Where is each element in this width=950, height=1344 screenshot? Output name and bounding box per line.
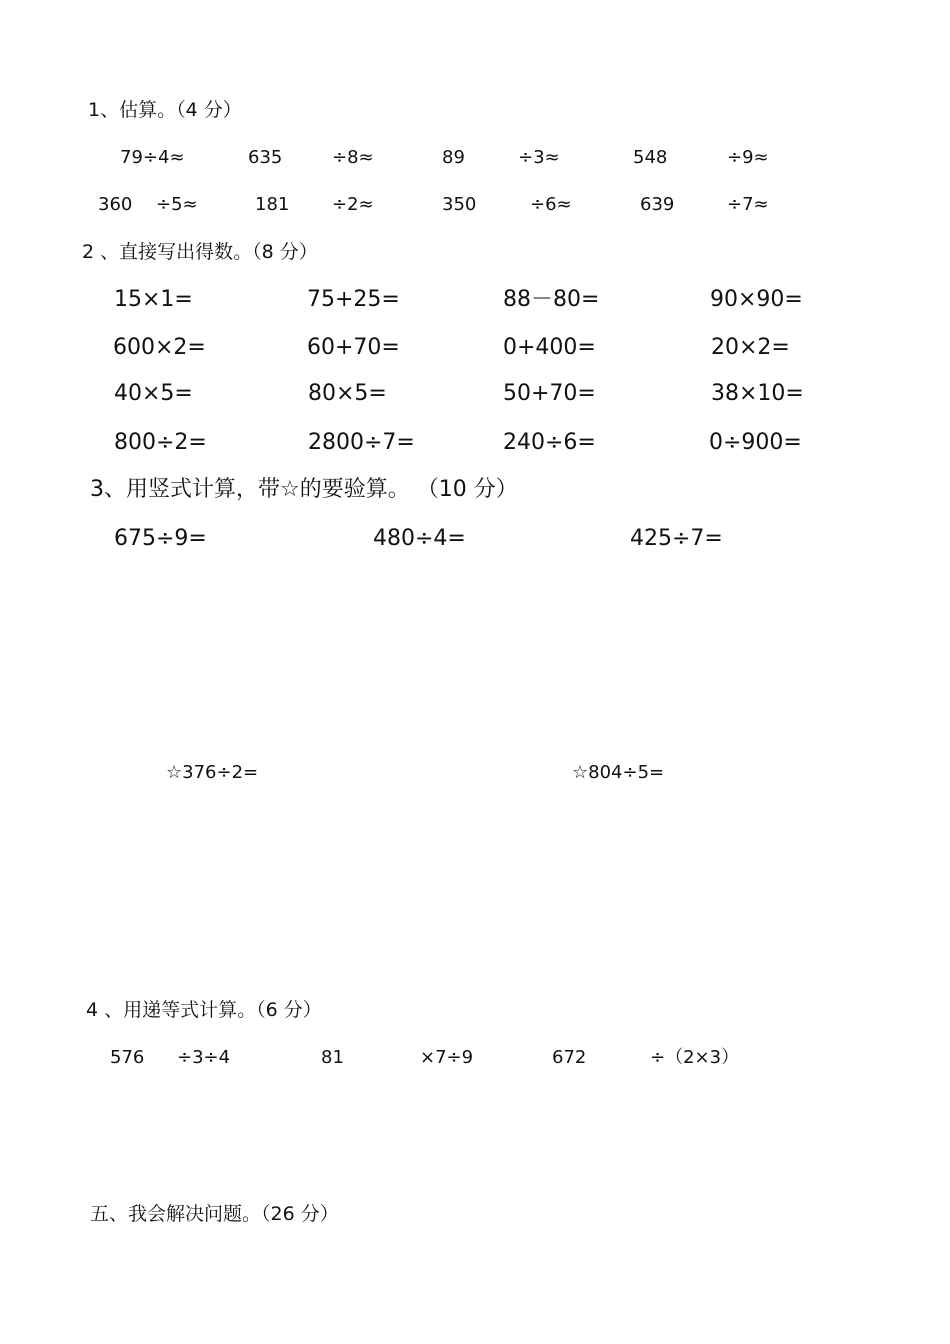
q3-problem: 675÷9= (114, 526, 207, 551)
q2-item: 2800÷7= (308, 430, 415, 455)
q4-item-3-num: 672 (552, 1047, 587, 1068)
q1-item-8-dividend: 639 (640, 194, 675, 215)
q2-item: 60+70= (307, 335, 400, 360)
q4-item-2-ops: ×7÷9 (420, 1047, 474, 1068)
q2-item: 38×10= (711, 381, 804, 406)
q2-item: 75+25= (307, 287, 400, 312)
q4-item-2-num: 81 (321, 1047, 344, 1068)
q1-item-7-dividend: 350 (442, 194, 477, 215)
q2-item: 0+400= (503, 335, 596, 360)
q3-problem: 425÷7= (630, 526, 723, 551)
q2-item: 40×5= (114, 381, 193, 406)
q2-item: 90×90= (710, 287, 803, 312)
q1-item-3-dividend: 89 (442, 147, 465, 168)
q4-item-1-ops: ÷3÷4 (177, 1047, 231, 1068)
q2-item: 20×2= (711, 335, 790, 360)
q2-heading: 2 、直接写出得数。（8 分） (82, 241, 318, 263)
q3-check-problem: ☆804÷5= (572, 762, 665, 783)
q1-item-6-dividend: 181 (255, 194, 290, 215)
q1-item-4-op: ÷9≈ (727, 147, 769, 168)
q2-item: 240÷6= (503, 430, 596, 455)
q3-check-problem: ☆376÷2= (166, 762, 259, 783)
q1-item-2-op: ÷8≈ (332, 147, 374, 168)
q3-problem: 480÷4= (373, 526, 466, 551)
q2-item: 0÷900= (709, 430, 802, 455)
q4-item-3-ops: ÷（2×3） (650, 1047, 740, 1068)
q4-item-1-num: 576 (110, 1047, 145, 1068)
q2-item: 600×2= (113, 335, 206, 360)
q1-item-1: 79÷4≈ (120, 147, 185, 168)
q2-item: 80×5= (308, 381, 387, 406)
q1-heading: 1、估算。（4 分） (88, 99, 242, 121)
q1-item-5-op: ÷5≈ (156, 194, 198, 215)
q2-item: 88－80= (503, 287, 600, 312)
q2-item: 50+70= (503, 381, 596, 406)
q1-item-3-op: ÷3≈ (518, 147, 560, 168)
q1-item-6-op: ÷2≈ (332, 194, 374, 215)
q1-item-4-dividend: 548 (633, 147, 668, 168)
q2-item: 15×1= (114, 287, 193, 312)
q4-heading: 4 、用递等式计算。（6 分） (86, 999, 322, 1021)
q1-item-2-dividend: 635 (248, 147, 283, 168)
q1-item-8-op: ÷7≈ (727, 194, 769, 215)
q5-heading: 五、我会解决问题。（26 分） (90, 1203, 339, 1225)
q1-item-5-dividend: 360 (98, 194, 133, 215)
q2-item: 800÷2= (114, 430, 207, 455)
q1-item-7-op: ÷6≈ (530, 194, 572, 215)
q3-heading: 3、用竖式计算，带☆的要验算。 （10 分） (90, 477, 518, 502)
